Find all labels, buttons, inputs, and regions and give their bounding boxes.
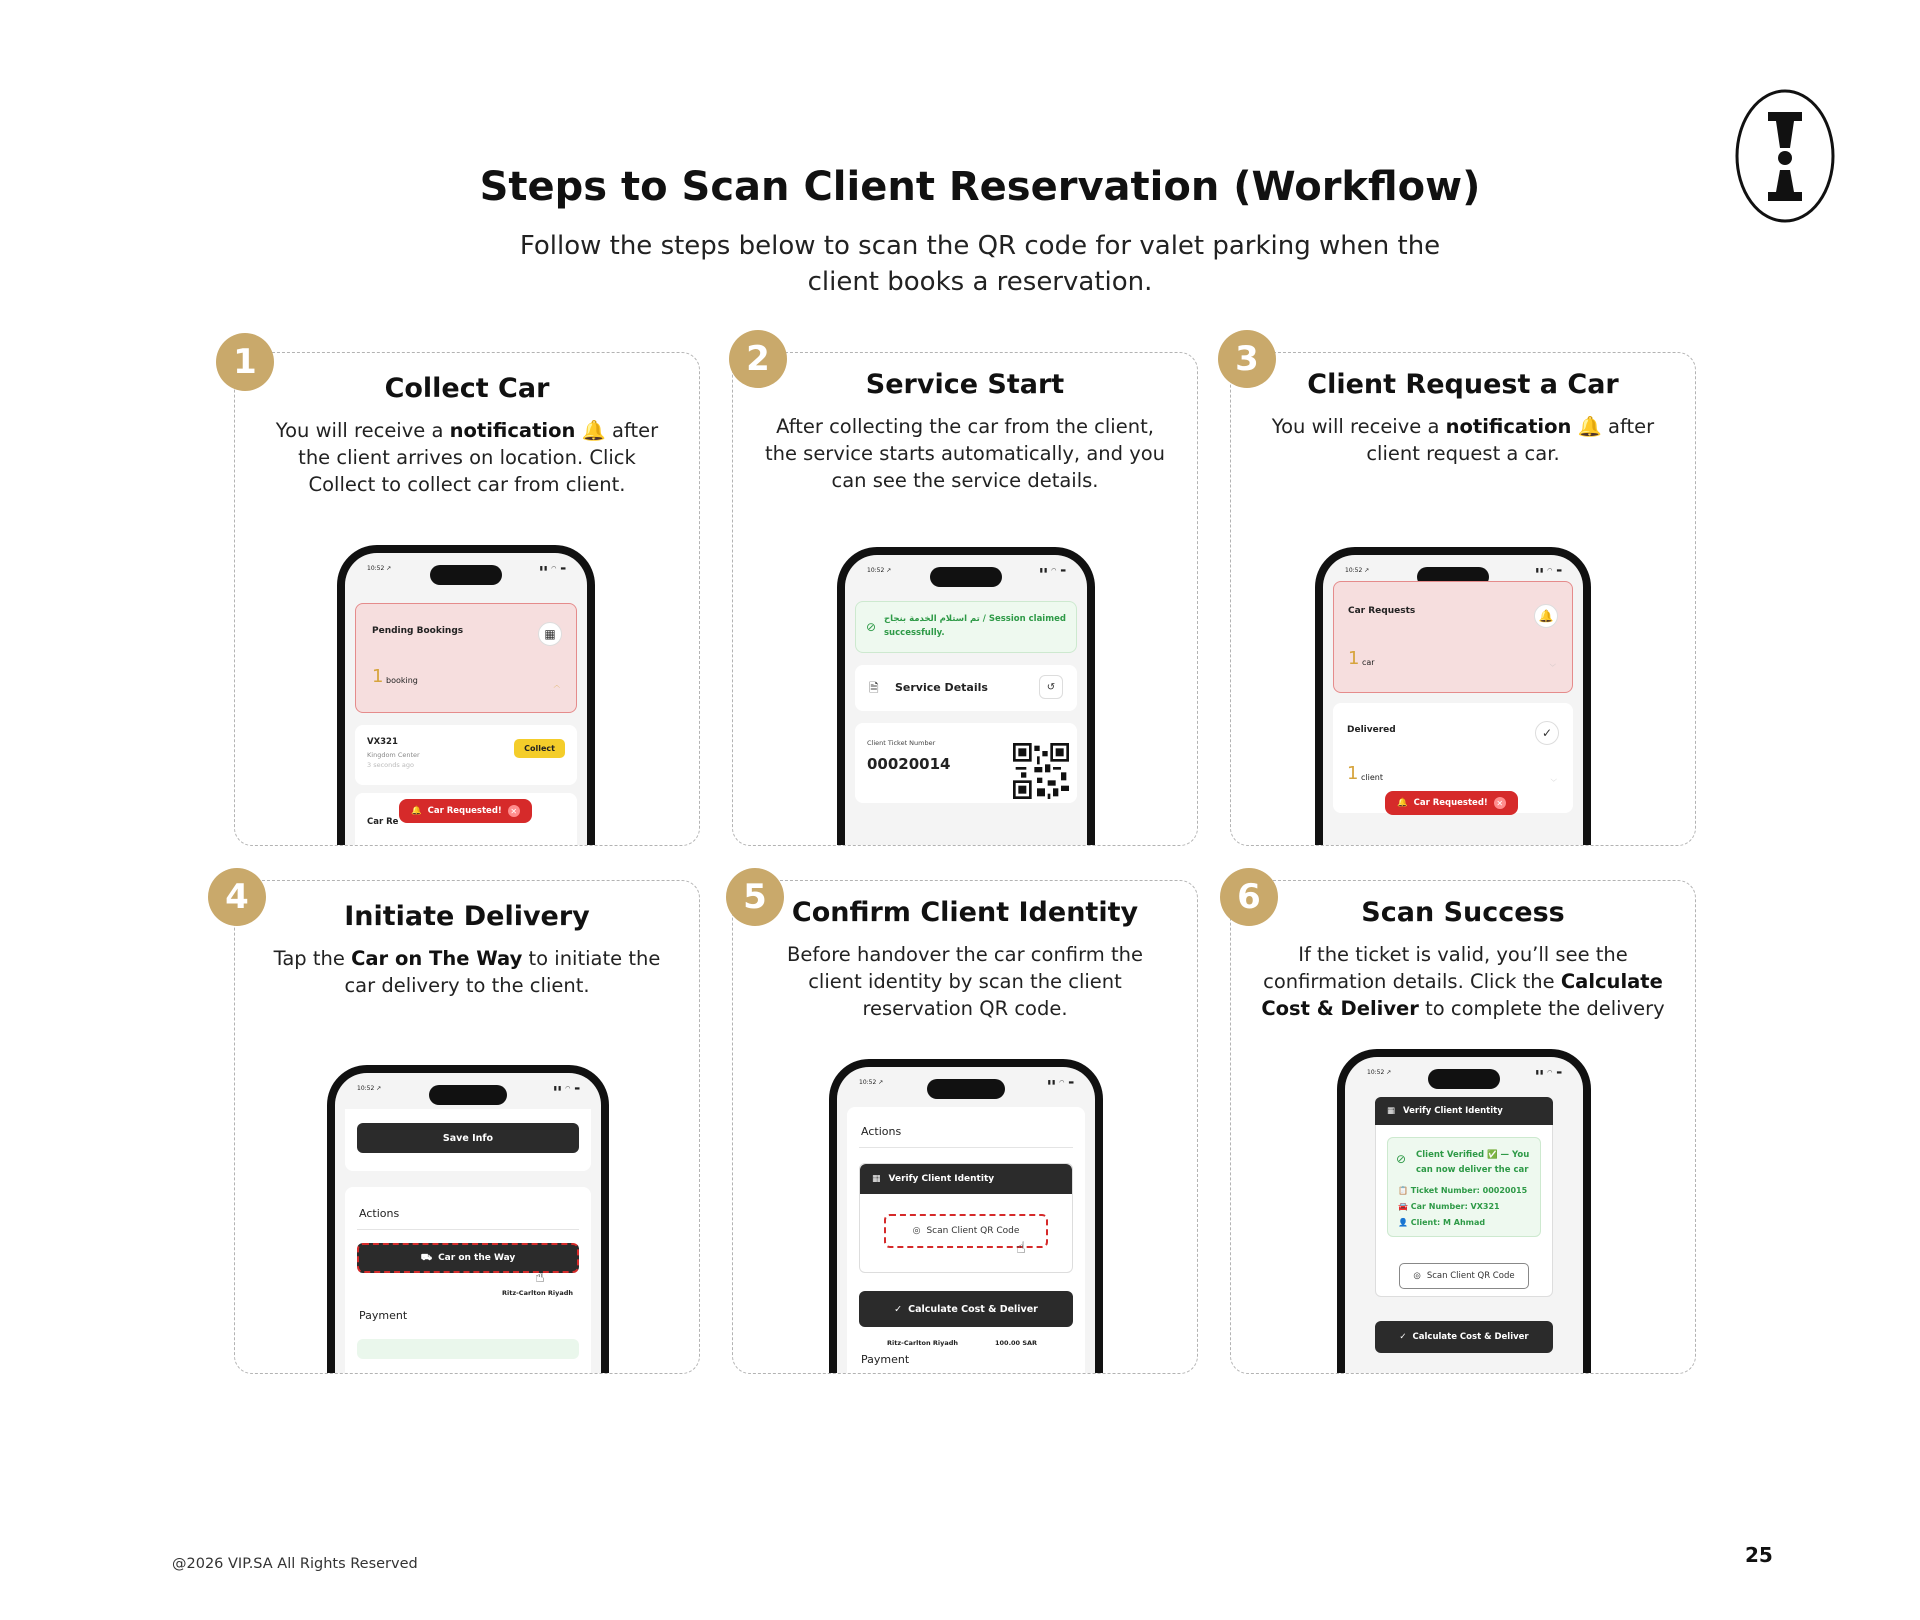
client-verified-alert bbox=[1387, 1137, 1541, 1237]
car-plate: VX321 bbox=[367, 737, 398, 747]
save-info-button[interactable]: Save Info bbox=[357, 1123, 579, 1153]
car-icon: ⛟ bbox=[420, 1252, 433, 1263]
actions-card bbox=[345, 1187, 591, 1374]
actions-label: Actions bbox=[359, 1207, 400, 1220]
phone-mockup bbox=[837, 547, 1095, 846]
car-requests-label-peek: Car Re bbox=[367, 817, 399, 827]
qr-code-icon bbox=[1013, 743, 1069, 799]
car-requests-card[interactable] bbox=[1333, 581, 1573, 693]
dynamic-island bbox=[430, 565, 502, 585]
calendar-icon[interactable]: ▦ bbox=[538, 622, 562, 646]
page-title: Steps to Scan Client Reservation (Workflow) bbox=[479, 164, 1481, 210]
request-unit: car bbox=[1362, 658, 1375, 667]
status-icons: ▮▮ ◠ ▬ bbox=[1535, 1069, 1563, 1076]
divider bbox=[357, 1229, 579, 1230]
step-card-4 bbox=[234, 880, 700, 1374]
bell-icon[interactable]: 🔔 bbox=[1534, 604, 1558, 628]
ticket-number: 00020014 bbox=[867, 755, 951, 773]
phone-screen bbox=[845, 555, 1087, 846]
delivered-label: Delivered bbox=[1347, 725, 1396, 735]
ticket-label: Client Ticket Number bbox=[867, 739, 936, 747]
tap-hand-icon: ☝ bbox=[1016, 1238, 1026, 1257]
status-icons: ▮▮ ◠ ▬ bbox=[1047, 1079, 1075, 1086]
phone-screen bbox=[1323, 555, 1583, 846]
booking-unit: booking bbox=[386, 676, 418, 685]
phone-screen bbox=[345, 553, 587, 846]
scan-client-qr-button[interactable]: ◎ Scan Client QR Code bbox=[884, 1214, 1048, 1248]
phone-mockup bbox=[337, 545, 595, 846]
car-requests-label: Car Requests bbox=[1348, 606, 1416, 616]
phone-screen bbox=[837, 1067, 1095, 1374]
bell-icon: 🔔 bbox=[411, 806, 422, 816]
phone-mockup bbox=[1315, 547, 1591, 846]
client-name-line: 👤 Client: M Ahmad bbox=[1398, 1218, 1486, 1227]
delivered-unit: client bbox=[1361, 773, 1383, 782]
service-details-label: Service Details bbox=[895, 681, 988, 694]
phone-mockup bbox=[327, 1065, 609, 1374]
tap-hand-icon: ☝ bbox=[535, 1267, 545, 1286]
status-icons: ▮▮ ◠ ▬ bbox=[1039, 567, 1067, 574]
car-requested-toast[interactable] bbox=[1385, 791, 1518, 815]
status-icons: ▮▮ ◠ ▬ bbox=[1535, 567, 1563, 574]
step-card-5 bbox=[732, 880, 1198, 1374]
verified-message: Client Verified ✅ — You can now deliver the car bbox=[1416, 1150, 1530, 1175]
status-time: 10:52 ↗ bbox=[1345, 567, 1370, 574]
verify-client-section bbox=[859, 1163, 1073, 1273]
payment-label: Payment bbox=[359, 1309, 408, 1322]
step-badge-1: 1 bbox=[216, 333, 274, 391]
step-card-2 bbox=[732, 352, 1198, 846]
booking-location: Kingdom Center bbox=[367, 751, 420, 759]
phone-mockup bbox=[829, 1059, 1103, 1374]
close-icon[interactable]: ✕ bbox=[508, 805, 520, 817]
request-count: 1 bbox=[1348, 648, 1360, 669]
toast-text: Car Requested! bbox=[427, 806, 502, 816]
check-circle-icon: ✓ bbox=[1399, 1332, 1407, 1342]
step-badge-2: 2 bbox=[729, 330, 787, 388]
car-number-line: 🚘 Car Number: VX321 bbox=[1398, 1202, 1500, 1211]
status-time: 10:52 ↗ bbox=[357, 1085, 382, 1092]
location-label: Ritz-Carlton Riyadh bbox=[887, 1339, 959, 1347]
amount-label: 100.00 SAR bbox=[995, 1339, 1038, 1347]
bell-icon: 🔔 bbox=[1397, 798, 1408, 808]
verify-header: ▦ Verify Client Identity bbox=[860, 1164, 1072, 1194]
car-on-the-way-button[interactable]: ⛟ Car on the Way bbox=[357, 1243, 579, 1273]
payment-label: Payment bbox=[861, 1353, 910, 1366]
phone-screen bbox=[335, 1073, 601, 1374]
service-details-card[interactable] bbox=[855, 665, 1077, 711]
step-description: Tap the Car on The Way to initiate the car delivery to the client. bbox=[273, 947, 661, 997]
session-claimed-alert bbox=[855, 601, 1077, 653]
verify-header: ▦ Verify Client Identity bbox=[1375, 1097, 1553, 1125]
camera-icon: ◎ bbox=[1413, 1271, 1421, 1281]
status-time: 10:52 ↗ bbox=[859, 1079, 884, 1086]
save-info-card bbox=[345, 1109, 591, 1171]
actions-label: Actions bbox=[861, 1125, 902, 1138]
ticket-number-line: 📋 Ticket Number: 00020015 bbox=[1398, 1186, 1528, 1195]
check-circle-icon[interactable]: ✓ bbox=[1535, 721, 1559, 745]
step-description: After collecting the car from the client, the service starts automatically, and you can see the service details. bbox=[764, 415, 1166, 492]
step-badge-3: 3 bbox=[1218, 330, 1276, 388]
document-icon: 🗎 bbox=[869, 681, 879, 695]
step-badge-6: 6 bbox=[1220, 868, 1278, 926]
calculate-cost-deliver-button[interactable]: ✓ Calculate Cost & Deliver bbox=[1375, 1321, 1553, 1353]
car-requested-toast[interactable] bbox=[399, 799, 532, 823]
scan-client-qr-button[interactable]: ◎ Scan Client QR Code bbox=[1399, 1263, 1529, 1289]
phone-mockup bbox=[1337, 1049, 1591, 1374]
status-time: 10:52 ↗ bbox=[1367, 1069, 1392, 1076]
chevron-down-icon[interactable]: ﹀ bbox=[1550, 778, 1557, 786]
collect-button[interactable]: Collect bbox=[514, 739, 565, 758]
step-title: Initiate Delivery bbox=[344, 901, 590, 932]
chevron-up-icon[interactable]: ︿ bbox=[553, 681, 560, 689]
step-description: You will receive a notification 🔔 after client request a car. bbox=[1271, 415, 1655, 465]
calculate-cost-deliver-button[interactable]: ✓ Calculate Cost & Deliver bbox=[859, 1291, 1073, 1327]
check-circle-icon: ✓ bbox=[894, 1303, 903, 1315]
session-message: تم استلام الخدمة بنجاح / Session claimed successfully. bbox=[884, 614, 1066, 638]
check-circle-icon: ⊘ bbox=[866, 620, 877, 634]
location-label: Ritz-Carlton Riyadh bbox=[501, 1289, 573, 1297]
booking-time-ago: 3 seconds ago bbox=[367, 761, 414, 769]
toast-text: Car Requested! bbox=[1413, 798, 1488, 808]
step-card-3 bbox=[1230, 352, 1696, 846]
step-card-6 bbox=[1230, 880, 1696, 1374]
check-circle-icon: ⊘ bbox=[1396, 1152, 1407, 1166]
page-number: 25 bbox=[1745, 1543, 1773, 1567]
actions-card bbox=[847, 1107, 1085, 1374]
status-time: 10:52 ↗ bbox=[367, 565, 392, 572]
step-title: Collect Car bbox=[384, 373, 550, 404]
divider bbox=[859, 1147, 1073, 1148]
status-time: 10:52 ↗ bbox=[867, 567, 892, 574]
close-icon[interactable]: ✕ bbox=[1494, 797, 1506, 809]
status-icons: ▮▮ ◠ ▬ bbox=[553, 1085, 581, 1092]
payment-section-peek bbox=[357, 1339, 579, 1359]
dynamic-island bbox=[429, 1085, 507, 1105]
dynamic-island bbox=[930, 567, 1002, 587]
dynamic-island bbox=[927, 1079, 1005, 1099]
qr-scan-icon: ▦ bbox=[1387, 1106, 1396, 1116]
step-description: Before handover the car confirm the client identity by scan the client reservation QR code. bbox=[787, 943, 1143, 1020]
booking-item[interactable] bbox=[355, 725, 577, 785]
qr-scan-icon: ▦ bbox=[872, 1174, 881, 1184]
chevron-down-icon[interactable]: ﹀ bbox=[1549, 663, 1556, 671]
step-title: Client Request a Car bbox=[1307, 369, 1619, 400]
step-card-1 bbox=[234, 352, 700, 846]
step-description: You will receive a notification 🔔 after the client arrives on location. Click Collect to collect car from client. bbox=[275, 419, 659, 496]
step-title: Scan Success bbox=[1361, 897, 1565, 928]
step-description: If the ticket is valid, you’ll see the confirmation details. Click the Calculate Cost & Deliver to complete the delivery bbox=[1261, 943, 1665, 1020]
booking-count: 1 bbox=[372, 666, 384, 687]
page-subtitle: Follow the steps below to scan the QR code for valet parking when the client books a reservation. bbox=[519, 231, 1441, 297]
status-icons: ▮▮ ◠ ▬ bbox=[539, 565, 567, 572]
ticket-card bbox=[855, 723, 1077, 803]
step-title: Service Start bbox=[865, 369, 1065, 400]
phone-screen bbox=[1345, 1057, 1583, 1374]
pending-bookings-label: Pending Bookings bbox=[372, 626, 464, 636]
camera-icon: ◎ bbox=[912, 1226, 921, 1236]
step-badge-4: 4 bbox=[208, 868, 266, 926]
step-title: Confirm Client Identity bbox=[791, 897, 1139, 928]
copyright-text: @2026 VIP.SA All Rights Reserved bbox=[172, 1556, 418, 1572]
pending-bookings-card[interactable] bbox=[355, 603, 577, 713]
refresh-icon[interactable]: ↺ bbox=[1039, 675, 1063, 699]
dynamic-island bbox=[1428, 1069, 1500, 1089]
step-badge-5: 5 bbox=[726, 868, 784, 926]
delivered-count: 1 bbox=[1347, 763, 1359, 784]
